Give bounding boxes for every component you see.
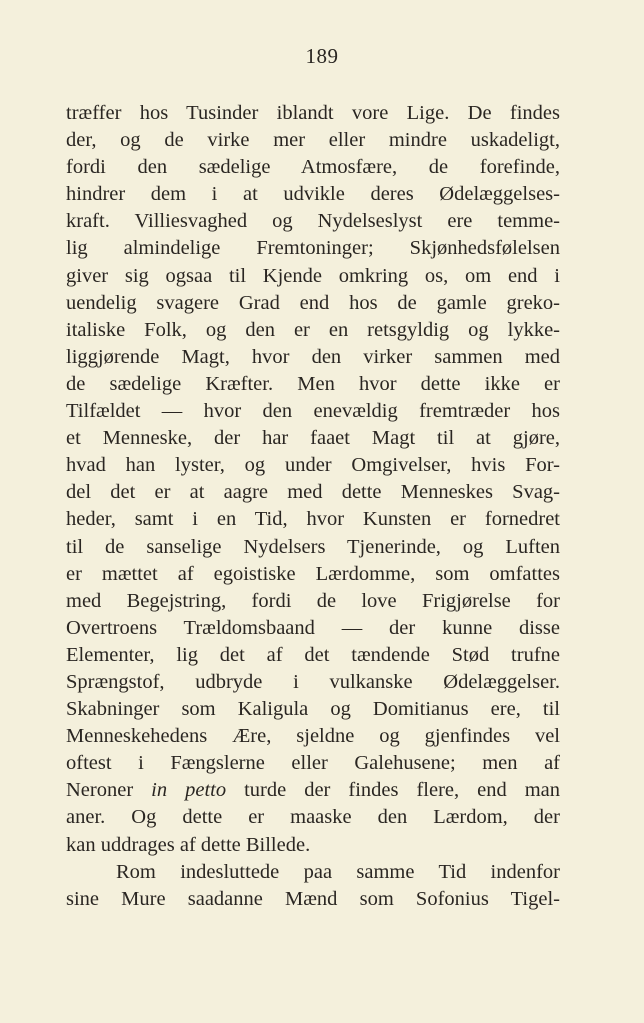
- text-line: uendelig svagere Grad end hos de gamle greko-: [66, 291, 560, 314]
- text-line: fordi den sædelige Atmosfære, de forefinde,: [66, 156, 560, 179]
- text-line: Skabninger som Kaligula og Domitianus ere, til: [66, 698, 560, 721]
- paragraph-end-line: kan uddrages af dette Billede.: [66, 833, 311, 856]
- paragraph-2-first-line: Rom indesluttede paa samme Tid indenfor: [116, 860, 560, 883]
- text-line: aner. Og dette er maaske den Lærdom, der: [66, 806, 560, 829]
- line-text-after: turde der findes flere, end man: [226, 779, 561, 802]
- text-line: er mættet af egoistiske Lærdomme, som omfattes: [66, 562, 560, 585]
- text-line: italiske Folk, og den er en retsgyldig og lykke-: [66, 318, 560, 341]
- text-line: Sprængstof, udbryde i vulkanske Ødelæggelser.: [66, 670, 560, 693]
- text-line-with-italic: [66, 777, 560, 804]
- text-line: Elementer, lig det af det tændende Stød trufne: [66, 643, 560, 666]
- text-line: hindrer dem i at udvikle deres Ødelæggelses-: [66, 183, 560, 206]
- text-line: oftest i Fængslerne eller Galehusene; men af: [66, 752, 560, 775]
- text-line: træffer hos Tusinder iblandt vore Lige. De findes: [66, 102, 560, 124]
- text-line: hvad han lyster, og under Omgivelser, hvis For-: [66, 454, 560, 477]
- text-line: Menneskehedens Ære, sjeldne og gjenfindes vel: [66, 725, 560, 748]
- text-line: del det er at aagre med dette Menneskes Svag-: [66, 481, 560, 504]
- text-line: der, og de virke mer eller mindre uskadeligt,: [66, 129, 560, 152]
- text-line: heder, samt i en Tid, hvor Kunsten er fornedret: [66, 508, 560, 531]
- text-line: med Begejstring, fordi de love Frigjørelse for: [66, 589, 560, 612]
- text-line: kraft. Villiesvaghed og Nydelseslyst ere temme-: [66, 210, 560, 233]
- text-line: giver sig ogsaa til Kjende omkring os, om end i: [66, 264, 560, 287]
- text-line: til de sanselige Nydelsers Tjenerinde, og Luften: [66, 535, 560, 558]
- text-line: Overtroens Trældomsbaand — der kunne disse: [66, 616, 560, 639]
- italic-phrase: in petto: [151, 779, 227, 802]
- page-number: 189: [305, 44, 339, 68]
- text-line: sine Mure saadanne Mænd som Sofonius Tigel-: [66, 887, 560, 910]
- text-line: Tilfældet — hvor den enevældig fremtræder hos: [66, 400, 560, 423]
- body-text: [66, 100, 560, 913]
- text-line: de sædelige Kræfter. Men hvor dette ikke er: [66, 372, 560, 395]
- text-line: liggjørende Magt, hvor den virker sammen med: [66, 345, 560, 368]
- text-line: lig almindelige Fremtoninger; Skjønhedsfølelsen: [66, 237, 560, 260]
- text-line: et Menneske, der har faaet Magt til at gjøre,: [66, 427, 560, 450]
- line-text-before: Neroner: [66, 779, 152, 802]
